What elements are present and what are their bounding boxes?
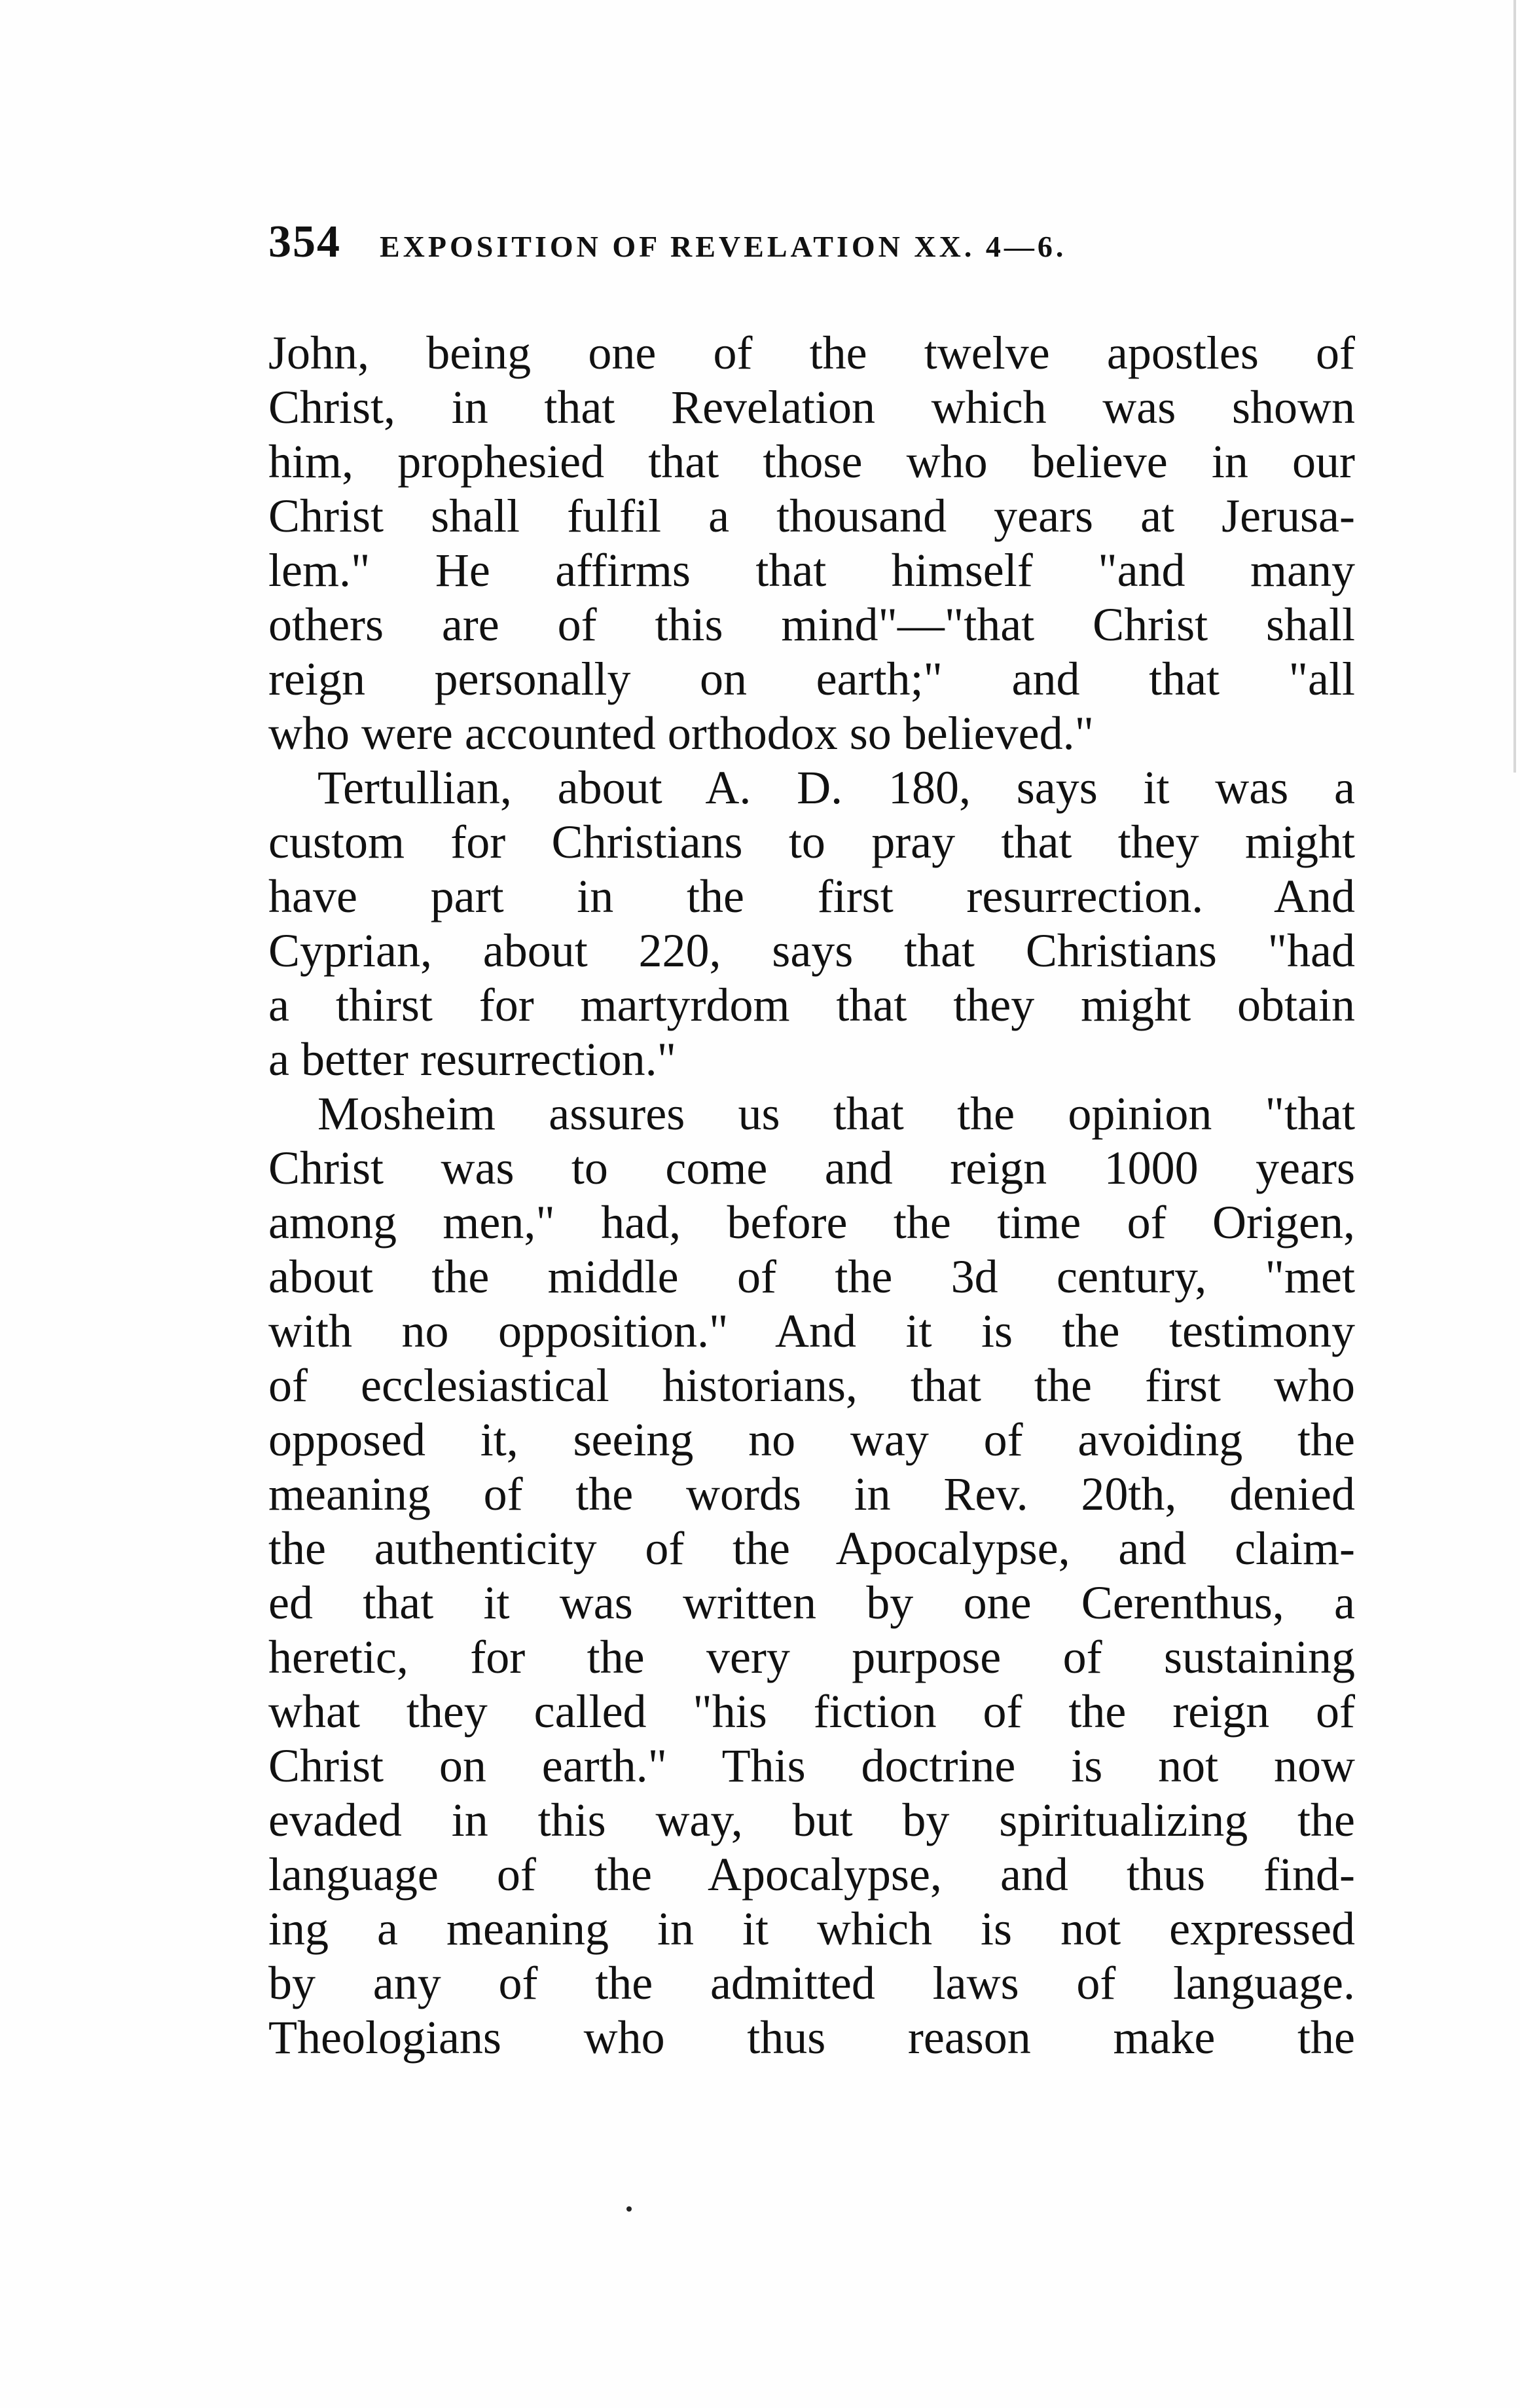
text-line: custom for Christians to pray that they might xyxy=(268,816,1355,868)
text-line: Mosheim assures us that the opinion "that xyxy=(317,1087,1355,1140)
text-line: Theologians who thus reason make the xyxy=(268,2011,1355,2064)
text-line: heretic, for the very purpose of sustaining xyxy=(268,1631,1355,1683)
text-line: ing a meaning in it which is not expressed xyxy=(268,1903,1355,1955)
text-line: opposed it, seeing no way of avoiding the xyxy=(268,1414,1355,1466)
page-number: 354 xyxy=(268,217,341,267)
text-line: what they called "his fiction of the reign of xyxy=(268,1685,1355,1738)
text-line: about the middle of the 3d century, "met xyxy=(268,1250,1355,1303)
text-line: have part in the first resurrection. And xyxy=(268,870,1355,922)
text-line: evaded in this way, but by spiritualizing the xyxy=(268,1794,1355,1846)
text-line: Christ on earth." This doctrine is not now xyxy=(268,1740,1355,1792)
text-line: Christ shall fulfil a thousand years at Jerusa- xyxy=(268,490,1355,542)
text-line: a thirst for martyrdom that they might obtain xyxy=(268,979,1355,1031)
ink-dot xyxy=(626,2206,632,2212)
page-edge-line xyxy=(1513,0,1516,773)
body-text xyxy=(268,326,1355,2065)
text-line: of ecclesiastical historians, that the first who xyxy=(268,1359,1355,1412)
text-line: John, being one of the twelve apostles of xyxy=(268,327,1355,379)
running-title: EXPOSITION OF REVELATION XX. 4—6. xyxy=(380,230,1067,263)
text-line: reign personally on earth;" and that "all xyxy=(268,653,1355,705)
text-line: meaning of the words in Rev. 20th, denied xyxy=(268,1468,1355,1520)
text-line: by any of the admitted laws of language. xyxy=(268,1957,1355,2009)
text-line: the authenticity of the Apocalypse, and claim- xyxy=(268,1522,1355,1575)
text-line: a better resurrection." xyxy=(268,1033,677,1085)
running-header xyxy=(268,216,1368,275)
text-line: among men," had, before the time of Origen, xyxy=(268,1196,1355,1249)
text-line: others are of this mind"—"that Christ shall xyxy=(268,598,1355,651)
text-line: with no opposition." And it is the testimony xyxy=(268,1305,1355,1357)
text-line: Christ was to come and reign 1000 years xyxy=(268,1142,1355,1194)
text-line: Tertullian, about A. D. 180, says it was a xyxy=(317,761,1355,814)
text-line: who were accounted orthodox so believed." xyxy=(268,707,1094,759)
text-line: language of the Apocalypse, and thus find- xyxy=(268,1848,1355,1901)
text-line: him, prophesied that those who believe in our xyxy=(268,435,1355,488)
text-line: ed that it was written by one Cerenthus, a xyxy=(268,1577,1355,1629)
text-line: Christ, in that Revelation which was shown xyxy=(268,381,1355,433)
text-line: lem." He affirms that himself "and many xyxy=(268,544,1355,596)
text-line: Cyprian, about 220, says that Christians "had xyxy=(268,924,1355,977)
